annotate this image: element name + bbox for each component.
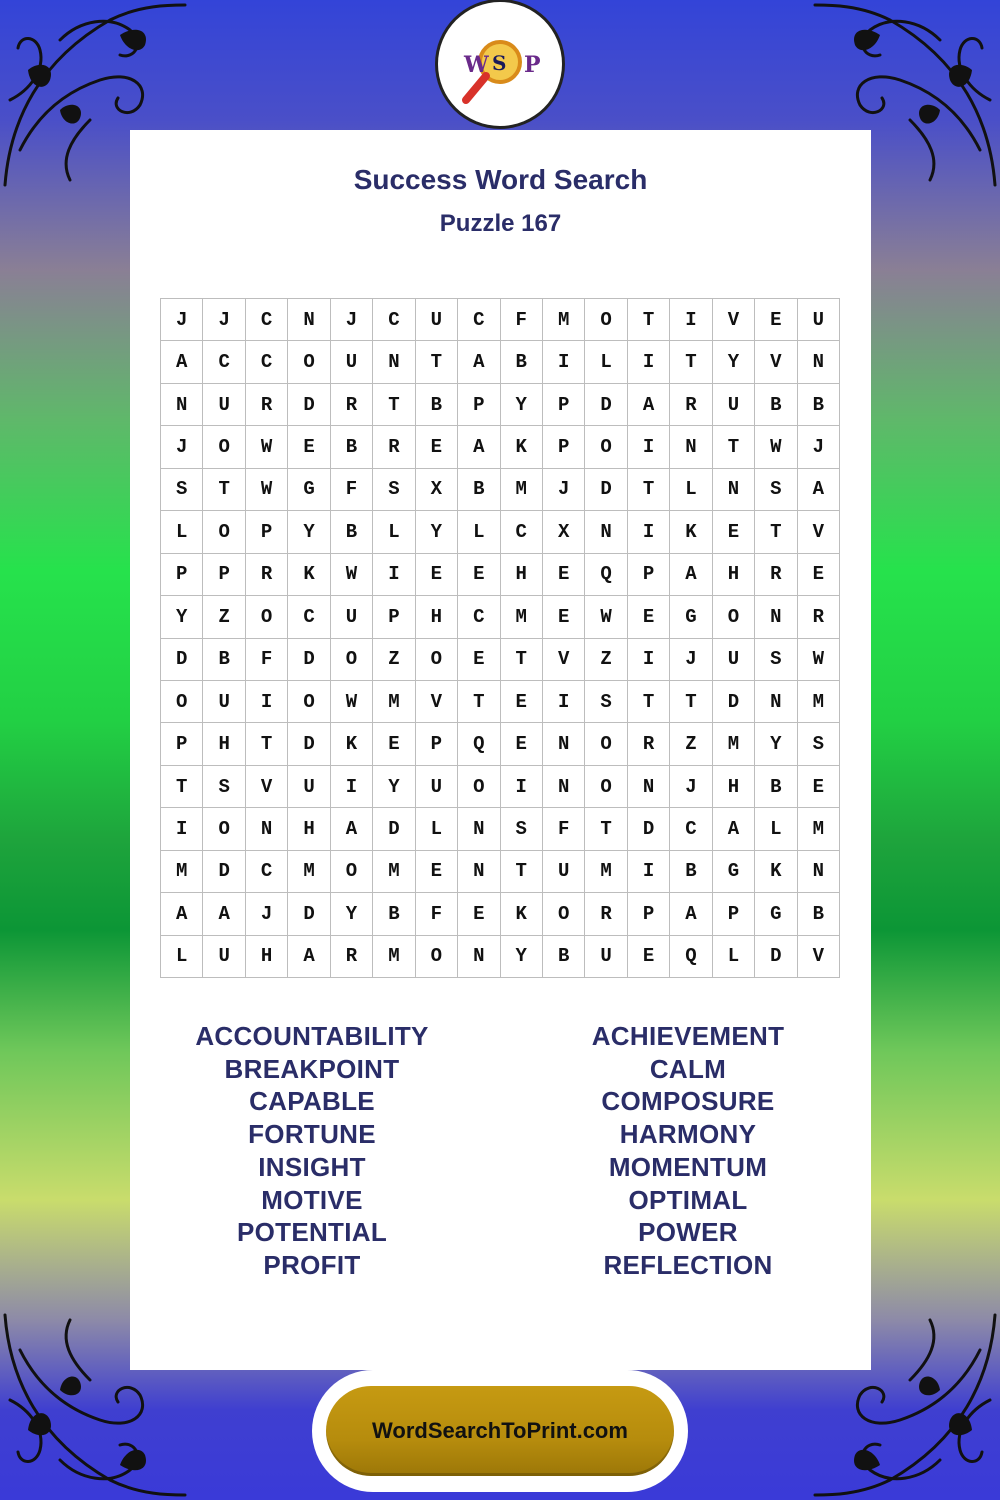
- grid-cell[interactable]: O: [416, 639, 458, 681]
- word-list-item: REFLECTION: [603, 1249, 773, 1280]
- grid-cell[interactable]: Y: [501, 384, 543, 426]
- grid-cell[interactable]: U: [331, 341, 373, 383]
- grid-cell[interactable]: V: [713, 299, 755, 341]
- grid-cell[interactable]: T: [416, 341, 458, 383]
- grid-cell[interactable]: M: [161, 851, 203, 893]
- grid-cell[interactable]: E: [628, 596, 670, 638]
- grid-cell[interactable]: T: [458, 681, 500, 723]
- grid-cell[interactable]: J: [670, 639, 712, 681]
- grid-cell[interactable]: I: [501, 766, 543, 808]
- grid-cell[interactable]: M: [585, 851, 627, 893]
- grid-cell[interactable]: D: [161, 639, 203, 681]
- grid-cell[interactable]: H: [713, 554, 755, 596]
- grid-cell[interactable]: B: [755, 384, 797, 426]
- grid-cell[interactable]: A: [670, 554, 712, 596]
- grid-cell[interactable]: C: [246, 341, 288, 383]
- grid-cell[interactable]: C: [458, 299, 500, 341]
- grid-cell[interactable]: W: [755, 426, 797, 468]
- grid-cell[interactable]: A: [288, 936, 330, 978]
- grid-cell[interactable]: I: [628, 341, 670, 383]
- grid-cell[interactable]: O: [585, 723, 627, 765]
- grid-cell[interactable]: K: [288, 554, 330, 596]
- grid-cell[interactable]: X: [543, 511, 585, 553]
- grid-cell[interactable]: E: [416, 554, 458, 596]
- grid-cell[interactable]: T: [755, 511, 797, 553]
- grid-cell[interactable]: F: [246, 639, 288, 681]
- grid-cell[interactable]: O: [203, 511, 245, 553]
- grid-cell[interactable]: U: [585, 936, 627, 978]
- grid-cell[interactable]: L: [416, 808, 458, 850]
- grid-cell[interactable]: I: [543, 681, 585, 723]
- word-list-item: POTENTIAL: [236, 1217, 388, 1248]
- site-link-button[interactable]: WordSearchToPrint.com: [326, 1386, 674, 1476]
- grid-cell[interactable]: I: [628, 426, 670, 468]
- grid-cell[interactable]: K: [501, 426, 543, 468]
- grid-cell[interactable]: N: [628, 766, 670, 808]
- grid-cell[interactable]: T: [501, 851, 543, 893]
- grid-cell[interactable]: S: [755, 639, 797, 681]
- grid-cell[interactable]: M: [373, 851, 415, 893]
- grid-cell[interactable]: I: [161, 808, 203, 850]
- grid-cell[interactable]: L: [161, 511, 203, 553]
- grid-cell[interactable]: E: [373, 723, 415, 765]
- grid-cell[interactable]: Z: [373, 639, 415, 681]
- grid-cell[interactable]: J: [203, 299, 245, 341]
- grid-cell[interactable]: D: [585, 469, 627, 511]
- grid-cell[interactable]: I: [628, 851, 670, 893]
- grid-cell[interactable]: E: [628, 936, 670, 978]
- grid-cell[interactable]: O: [288, 681, 330, 723]
- grid-cell[interactable]: E: [798, 554, 840, 596]
- logo-letter-p: P: [524, 52, 541, 78]
- grid-cell[interactable]: B: [670, 851, 712, 893]
- word-list-item: CAPABLE: [249, 1086, 375, 1117]
- grid-cell[interactable]: F: [501, 299, 543, 341]
- grid-cell[interactable]: A: [798, 469, 840, 511]
- grid-cell[interactable]: T: [628, 469, 670, 511]
- grid-cell[interactable]: V: [798, 511, 840, 553]
- grid-cell[interactable]: Y: [501, 936, 543, 978]
- grid-cell[interactable]: R: [373, 426, 415, 468]
- grid-cell[interactable]: B: [331, 511, 373, 553]
- word-list-item: HARMONY: [619, 1119, 757, 1150]
- grid-cell[interactable]: D: [288, 893, 330, 935]
- grid-cell[interactable]: C: [246, 299, 288, 341]
- grid-cell[interactable]: L: [373, 511, 415, 553]
- grid-cell[interactable]: T: [501, 639, 543, 681]
- grid-cell[interactable]: P: [161, 554, 203, 596]
- grid-cell[interactable]: S: [501, 808, 543, 850]
- grid-cell[interactable]: Y: [288, 511, 330, 553]
- grid-cell[interactable]: P: [458, 384, 500, 426]
- grid-cell[interactable]: U: [543, 851, 585, 893]
- grid-cell[interactable]: V: [416, 681, 458, 723]
- grid-cell[interactable]: N: [161, 384, 203, 426]
- grid-cell[interactable]: I: [246, 681, 288, 723]
- grid-cell[interactable]: T: [161, 766, 203, 808]
- grid-cell[interactable]: O: [416, 936, 458, 978]
- grid-cell[interactable]: S: [585, 681, 627, 723]
- grid-cell[interactable]: T: [246, 723, 288, 765]
- grid-cell[interactable]: O: [203, 426, 245, 468]
- grid-cell[interactable]: N: [246, 808, 288, 850]
- grid-cell[interactable]: Q: [670, 936, 712, 978]
- logo-letter-s: S: [492, 51, 507, 75]
- word-list-item: BREAKPOINT: [224, 1053, 400, 1084]
- grid-cell[interactable]: M: [713, 723, 755, 765]
- grid-cell[interactable]: H: [246, 936, 288, 978]
- grid-cell[interactable]: E: [755, 299, 797, 341]
- grid-cell[interactable]: O: [246, 596, 288, 638]
- grid-cell[interactable]: I: [373, 554, 415, 596]
- grid-cell[interactable]: W: [246, 426, 288, 468]
- grid-cell[interactable]: R: [331, 384, 373, 426]
- grid-cell[interactable]: A: [458, 341, 500, 383]
- grid-cell[interactable]: E: [458, 639, 500, 681]
- grid-cell[interactable]: O: [585, 426, 627, 468]
- grid-cell[interactable]: E: [416, 426, 458, 468]
- grid-cell[interactable]: M: [373, 681, 415, 723]
- grid-cell[interactable]: W: [331, 554, 373, 596]
- grid-cell[interactable]: N: [755, 596, 797, 638]
- puzzle-panel: [130, 130, 871, 1370]
- grid-cell[interactable]: L: [585, 341, 627, 383]
- grid-cell[interactable]: E: [798, 766, 840, 808]
- page-title: Success Word Search: [353, 164, 648, 195]
- grid-cell[interactable]: N: [543, 766, 585, 808]
- grid-cell[interactable]: Y: [373, 766, 415, 808]
- grid-cell[interactable]: I: [543, 341, 585, 383]
- word-list-item: POWER: [638, 1217, 738, 1248]
- grid-cell[interactable]: M: [543, 299, 585, 341]
- grid-cell[interactable]: E: [713, 511, 755, 553]
- grid-cell[interactable]: R: [628, 723, 670, 765]
- grid-cell[interactable]: C: [203, 341, 245, 383]
- grid-cell[interactable]: T: [713, 426, 755, 468]
- grid-cell[interactable]: B: [458, 469, 500, 511]
- grid-cell[interactable]: M: [288, 851, 330, 893]
- grid-cell[interactable]: M: [501, 596, 543, 638]
- grid-cell[interactable]: T: [585, 808, 627, 850]
- logo-letter-w: W: [464, 52, 489, 78]
- grid-cell[interactable]: A: [670, 893, 712, 935]
- grid-cell[interactable]: U: [713, 639, 755, 681]
- grid-cell[interactable]: C: [670, 808, 712, 850]
- grid-cell[interactable]: I: [670, 299, 712, 341]
- grid-cell[interactable]: F: [416, 893, 458, 935]
- grid-cell[interactable]: L: [161, 936, 203, 978]
- grid-cell[interactable]: D: [288, 639, 330, 681]
- grid-cell[interactable]: D: [585, 384, 627, 426]
- grid-cell[interactable]: E: [288, 426, 330, 468]
- grid-cell[interactable]: O: [585, 299, 627, 341]
- grid-cell[interactable]: O: [288, 341, 330, 383]
- grid-cell[interactable]: B: [798, 893, 840, 935]
- grid-cell[interactable]: Y: [161, 596, 203, 638]
- grid-cell[interactable]: L: [670, 469, 712, 511]
- grid-cell[interactable]: L: [713, 936, 755, 978]
- grid-cell[interactable]: R: [331, 936, 373, 978]
- word-list-item: ACCOUNTABILITY: [195, 1021, 429, 1051]
- grid-cell[interactable]: U: [203, 681, 245, 723]
- grid-cell[interactable]: G: [670, 596, 712, 638]
- grid-cell[interactable]: B: [755, 766, 797, 808]
- grid-cell[interactable]: P: [161, 723, 203, 765]
- grid-cell[interactable]: Q: [458, 723, 500, 765]
- grid-cell[interactable]: W: [798, 639, 840, 681]
- grid-cell[interactable]: J: [331, 299, 373, 341]
- grid-cell[interactable]: S: [203, 766, 245, 808]
- word-list-item: PROFIT: [263, 1249, 361, 1280]
- grid-cell[interactable]: W: [585, 596, 627, 638]
- grid-cell[interactable]: O: [543, 893, 585, 935]
- grid-cell[interactable]: D: [288, 384, 330, 426]
- grid-cell[interactable]: D: [288, 723, 330, 765]
- grid-cell[interactable]: D: [713, 681, 755, 723]
- word-list-item: ACHIEVEMENT: [591, 1021, 785, 1051]
- grid-cell[interactable]: R: [246, 554, 288, 596]
- grid-cell[interactable]: J: [798, 426, 840, 468]
- grid-cell[interactable]: Y: [713, 341, 755, 383]
- grid-cell[interactable]: N: [585, 511, 627, 553]
- grid-cell[interactable]: R: [246, 384, 288, 426]
- grid-cell[interactable]: T: [670, 681, 712, 723]
- grid-cell[interactable]: P: [628, 554, 670, 596]
- grid-cell[interactable]: W: [331, 681, 373, 723]
- grid-cell[interactable]: O: [585, 766, 627, 808]
- grid-cell[interactable]: X: [416, 469, 458, 511]
- grid-cell[interactable]: A: [161, 341, 203, 383]
- grid-cell[interactable]: C: [501, 511, 543, 553]
- grid-cell[interactable]: C: [373, 299, 415, 341]
- grid-cell[interactable]: H: [288, 808, 330, 850]
- grid-cell[interactable]: T: [373, 384, 415, 426]
- grid-cell[interactable]: N: [798, 851, 840, 893]
- word-list-item: INSIGHT: [258, 1151, 366, 1182]
- grid-cell[interactable]: N: [798, 341, 840, 383]
- grid-cell[interactable]: T: [670, 341, 712, 383]
- grid-cell[interactable]: E: [458, 893, 500, 935]
- grid-cell[interactable]: O: [713, 596, 755, 638]
- letter-grid[interactable]: [160, 298, 840, 978]
- grid-cell[interactable]: Y: [755, 723, 797, 765]
- grid-cell[interactable]: A: [331, 808, 373, 850]
- grid-cell[interactable]: P: [373, 596, 415, 638]
- grid-cell[interactable]: N: [288, 299, 330, 341]
- grid-cell[interactable]: A: [161, 893, 203, 935]
- grid-cell[interactable]: N: [458, 808, 500, 850]
- grid-cell[interactable]: E: [543, 596, 585, 638]
- grid-cell[interactable]: G: [755, 893, 797, 935]
- grid-cell[interactable]: O: [331, 639, 373, 681]
- grid-cell[interactable]: I: [628, 511, 670, 553]
- grid-cell[interactable]: V: [798, 936, 840, 978]
- word-list-item: FORTUNE: [248, 1119, 376, 1150]
- grid-cell[interactable]: V: [246, 766, 288, 808]
- grid-cell[interactable]: B: [798, 384, 840, 426]
- grid-cell[interactable]: E: [501, 723, 543, 765]
- word-list-left: [147, 1020, 477, 1282]
- grid-cell[interactable]: K: [331, 723, 373, 765]
- grid-cell[interactable]: P: [713, 893, 755, 935]
- grid-cell[interactable]: H: [501, 554, 543, 596]
- word-list-right: [523, 1020, 853, 1282]
- grid-cell[interactable]: N: [458, 851, 500, 893]
- grid-cell[interactable]: B: [203, 639, 245, 681]
- grid-cell[interactable]: Z: [585, 639, 627, 681]
- grid-cell[interactable]: P: [203, 554, 245, 596]
- grid-cell[interactable]: T: [628, 299, 670, 341]
- grid-cell[interactable]: C: [246, 851, 288, 893]
- grid-cell[interactable]: A: [203, 893, 245, 935]
- grid-cell[interactable]: M: [798, 681, 840, 723]
- grid-cell[interactable]: O: [161, 681, 203, 723]
- word-list-item: COMPOSURE: [601, 1086, 775, 1117]
- grid-cell[interactable]: N: [713, 469, 755, 511]
- grid-cell[interactable]: L: [458, 511, 500, 553]
- grid-cell[interactable]: P: [543, 426, 585, 468]
- grid-cell[interactable]: Y: [416, 511, 458, 553]
- grid-cell[interactable]: L: [755, 808, 797, 850]
- grid-cell[interactable]: Y: [331, 893, 373, 935]
- puzzle-number: Puzzle 167: [439, 210, 562, 237]
- grid-cell[interactable]: J: [161, 299, 203, 341]
- grid-cell[interactable]: A: [628, 384, 670, 426]
- grid-cell[interactable]: M: [798, 808, 840, 850]
- grid-cell[interactable]: B: [501, 341, 543, 383]
- grid-cell[interactable]: U: [331, 596, 373, 638]
- grid-cell[interactable]: J: [670, 766, 712, 808]
- grid-cell[interactable]: S: [755, 469, 797, 511]
- grid-cell[interactable]: N: [458, 936, 500, 978]
- grid-cell[interactable]: E: [501, 681, 543, 723]
- grid-cell[interactable]: H: [203, 723, 245, 765]
- site-logo[interactable]: [438, 2, 562, 126]
- grid-cell[interactable]: H: [713, 766, 755, 808]
- grid-cell[interactable]: B: [373, 893, 415, 935]
- word-list-item: MOTIVE: [261, 1184, 363, 1215]
- magnifier-icon: [442, 6, 558, 122]
- grid-cell[interactable]: J: [161, 426, 203, 468]
- grid-cell[interactable]: S: [798, 723, 840, 765]
- grid-cell[interactable]: G: [288, 469, 330, 511]
- grid-cell[interactable]: J: [543, 469, 585, 511]
- grid-cell[interactable]: V: [543, 639, 585, 681]
- grid-cell[interactable]: B: [331, 426, 373, 468]
- grid-cell[interactable]: W: [246, 469, 288, 511]
- word-list-item: OPTIMAL: [628, 1184, 748, 1215]
- grid-cell[interactable]: K: [670, 511, 712, 553]
- grid-cell[interactable]: H: [416, 596, 458, 638]
- grid-cell[interactable]: S: [373, 469, 415, 511]
- grid-cell[interactable]: N: [670, 426, 712, 468]
- word-list-item: MOMENTUM: [608, 1151, 768, 1182]
- grid-cell[interactable]: D: [373, 808, 415, 850]
- grid-cell[interactable]: B: [543, 936, 585, 978]
- grid-cell[interactable]: E: [458, 554, 500, 596]
- grid-cell[interactable]: Z: [670, 723, 712, 765]
- grid-cell[interactable]: T: [628, 681, 670, 723]
- grid-cell[interactable]: Q: [585, 554, 627, 596]
- grid-cell[interactable]: K: [501, 893, 543, 935]
- grid-cell[interactable]: O: [458, 766, 500, 808]
- grid-cell[interactable]: S: [161, 469, 203, 511]
- grid-cell[interactable]: T: [203, 469, 245, 511]
- grid-cell[interactable]: B: [416, 384, 458, 426]
- grid-cell[interactable]: R: [670, 384, 712, 426]
- grid-cell[interactable]: D: [203, 851, 245, 893]
- grid-cell[interactable]: E: [543, 554, 585, 596]
- grid-cell[interactable]: A: [458, 426, 500, 468]
- grid-cell[interactable]: C: [458, 596, 500, 638]
- grid-cell[interactable]: O: [203, 808, 245, 850]
- grid-cell[interactable]: P: [628, 893, 670, 935]
- grid-cell[interactable]: F: [543, 808, 585, 850]
- grid-cell[interactable]: E: [416, 851, 458, 893]
- grid-cell[interactable]: P: [416, 723, 458, 765]
- word-list-item: CALM: [649, 1053, 727, 1084]
- grid-cell[interactable]: C: [288, 596, 330, 638]
- grid-cell[interactable]: O: [331, 851, 373, 893]
- grid-cell[interactable]: P: [246, 511, 288, 553]
- grid-cell[interactable]: U: [798, 299, 840, 341]
- grid-cell[interactable]: U: [288, 766, 330, 808]
- grid-cell[interactable]: M: [501, 469, 543, 511]
- grid-cell[interactable]: V: [755, 341, 797, 383]
- grid-cell[interactable]: M: [373, 936, 415, 978]
- grid-cell[interactable]: U: [203, 384, 245, 426]
- grid-cell[interactable]: U: [203, 936, 245, 978]
- grid-cell[interactable]: D: [628, 808, 670, 850]
- grid-cell[interactable]: U: [713, 384, 755, 426]
- grid-cell[interactable]: Z: [203, 596, 245, 638]
- grid-cell[interactable]: R: [798, 596, 840, 638]
- grid-cell[interactable]: N: [373, 341, 415, 383]
- grid-cell[interactable]: K: [755, 851, 797, 893]
- grid-cell[interactable]: I: [628, 639, 670, 681]
- grid-cell[interactable]: R: [755, 554, 797, 596]
- grid-cell[interactable]: R: [585, 893, 627, 935]
- grid-cell[interactable]: N: [755, 681, 797, 723]
- grid-cell[interactable]: I: [331, 766, 373, 808]
- grid-cell[interactable]: J: [246, 893, 288, 935]
- grid-cell[interactable]: G: [713, 851, 755, 893]
- grid-cell[interactable]: U: [416, 766, 458, 808]
- grid-cell[interactable]: A: [713, 808, 755, 850]
- grid-cell[interactable]: P: [543, 384, 585, 426]
- grid-cell[interactable]: D: [755, 936, 797, 978]
- grid-cell[interactable]: U: [416, 299, 458, 341]
- grid-cell[interactable]: F: [331, 469, 373, 511]
- grid-cell[interactable]: N: [543, 723, 585, 765]
